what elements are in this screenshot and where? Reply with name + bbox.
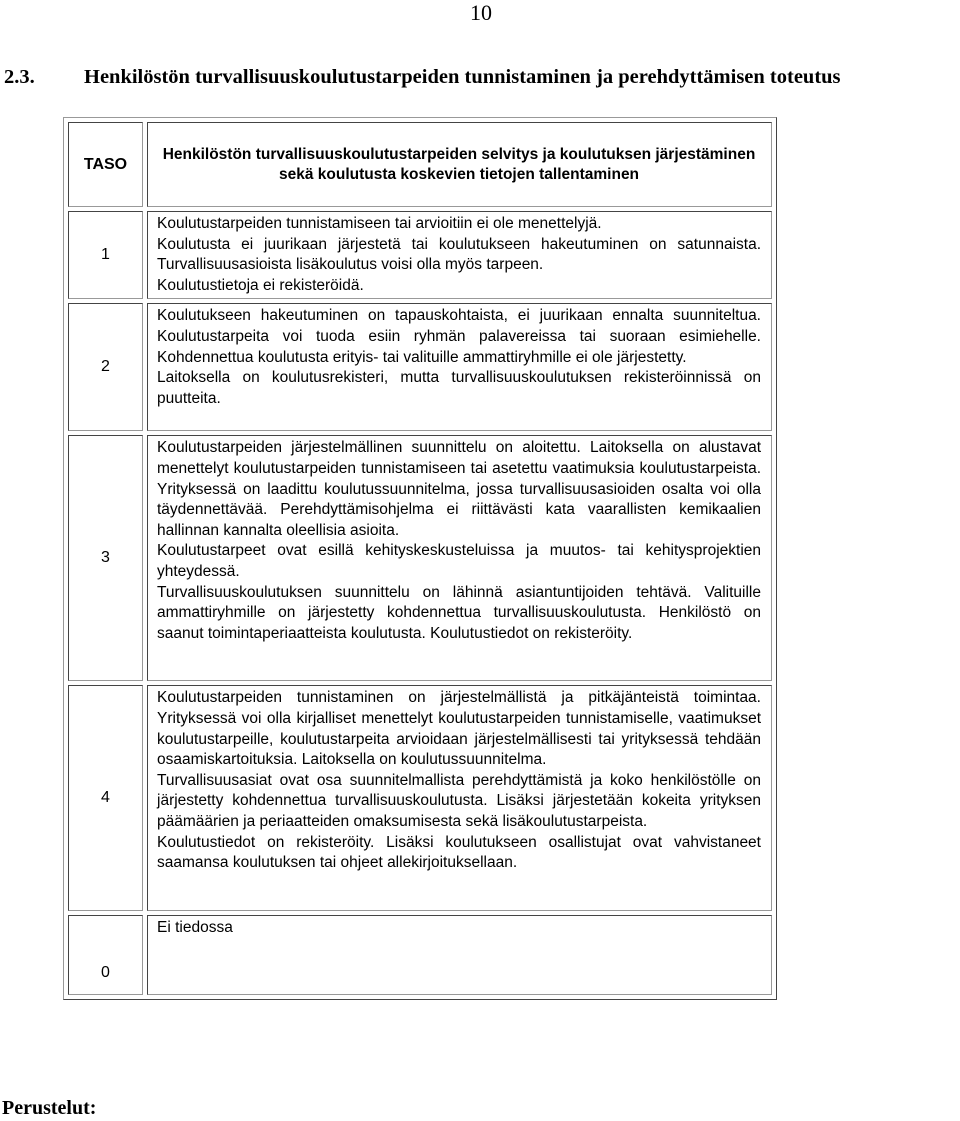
level-header-cell: TASO — [68, 122, 143, 207]
description-paragraph: Koulutustarpeet ovat esillä kehityskeskusteluissa ja muutos- tai kehitysprojektien yhteydessä. — [157, 542, 761, 580]
description-paragraph: Koulutustietoja ei rekisteröidä. — [157, 276, 364, 294]
description-paragraph: Koulutukseen hakeutuminen on tapauskohtaista, ei juurikaan ennalta suunniteltua. Koulutustarpeita voi tuoda esiin ryhmän palavereissa tai suoraan esimiehelle. Kohdennettua koulutusta erityis- tai valituille ammattiryhmille ei ole järjestetty. — [157, 307, 761, 366]
table-header-row — [68, 122, 772, 207]
description-paragraph: Laitoksella on koulutusrekisteri, mutta turvallisuuskoulutuksen rekisteröinnissä on puutteita. — [157, 369, 761, 407]
description-cell — [147, 211, 772, 299]
section-heading — [0, 66, 960, 89]
page-number: 10 — [470, 0, 492, 25]
level-cell: 0 — [68, 915, 143, 995]
table-row — [68, 435, 772, 681]
level-cell: 1 — [68, 211, 143, 299]
description-paragraph: Koulutustarpeiden tunnistamiseen tai arvioitiin ei ole menettelyjä. — [157, 215, 602, 232]
table-row — [68, 915, 772, 995]
section-number: 2.3. — [4, 66, 35, 88]
description-cell — [147, 685, 772, 911]
maturity-level-table — [63, 117, 777, 1000]
description-paragraph: Koulutustiedot on rekisteröity. Lisäksi koulutukseen osallistujat ovat vahvistaneet saamansa koulutuksen tai ohjeet allekirjoituksellaan. — [157, 833, 761, 872]
level-cell: 3 — [68, 435, 143, 681]
description-paragraph: Koulutusta ei juurikaan järjestetä tai koulutukseen hakeutuminen on satunnaista. Turvallisuusasioista lisäkoulutus voisi olla myös tarpeen. — [157, 235, 761, 274]
description-header-cell: Henkilöstön turvallisuuskoulutustarpeiden selvitys ja koulutuksen järjestäminen sekä koulutusta koskevien tietojen tallentaminen — [147, 122, 772, 207]
description-paragraph: Koulutustarpeiden tunnistaminen on järjestelmällistä ja pitkäjänteistä toimintaa. Yrityksessä voi olla kirjalliset menettelyt koulutustarpeiden tunnistamiselle, vaatimukset koulutustarpeille, koulutustarpeita arvioidaan järjestelmällisesti tai yrityksessä tehdään osaamiskartoituksia. Laitoksella on koulutussuunnitelma. — [157, 689, 761, 769]
level-cell: 2 — [68, 303, 143, 431]
footer-label: Perustelut: — [2, 1097, 97, 1119]
description-paragraph: Turvallisuusasiat ovat osa suunnitelmallista perehdyttämistä ja koko henkilöstölle on järjestetty kohdennettua turvallisuuskoulutusta. Lisäksi järjestetään kokeita yrityksen päämäärien ja periaatteiden omaksumisesta sekä lisäkoulutustarpeista. — [157, 771, 761, 830]
description-cell — [147, 915, 772, 995]
description-paragraph: Turvallisuuskoulutuksen suunnittelu on lähinnä asiantuntijoiden tehtävä. Valituille ammattiryhmille on järjestetty kohdennettua turvallisuuskoulutusta. Henkilöstö on saanut toimintaperiaatteista koulutusta. Koulutustiedot on rekisteröity. — [157, 583, 761, 642]
table-row — [68, 685, 772, 911]
description-paragraph: Koulutustarpeiden järjestelmällinen suunnittelu on aloitettu. Laitoksella on alustavat menettelyt koulutustarpeiden tunnistamiseen tai asetettu vaatimuksia koulutustarpeista. Yrityksessä on laadittu koulutussuunnitelma, jossa turvallisuusasioiden osalta voi olla täydennettävää. Perehdyttämisohjelma ei riittävästi kata vaarallisten kemikaalien hallinnan kannalta oleellisia asioita. — [157, 439, 761, 539]
description-paragraph: Ei tiedossa — [157, 919, 233, 937]
description-cell — [147, 435, 772, 681]
table-row — [68, 303, 772, 431]
section-title: Henkilöstön turvallisuuskoulutustarpeiden tunnistaminen ja perehdyttämisen toteutus — [84, 66, 841, 88]
level-cell: 4 — [68, 685, 143, 911]
table-row — [68, 211, 772, 299]
description-cell — [147, 303, 772, 431]
